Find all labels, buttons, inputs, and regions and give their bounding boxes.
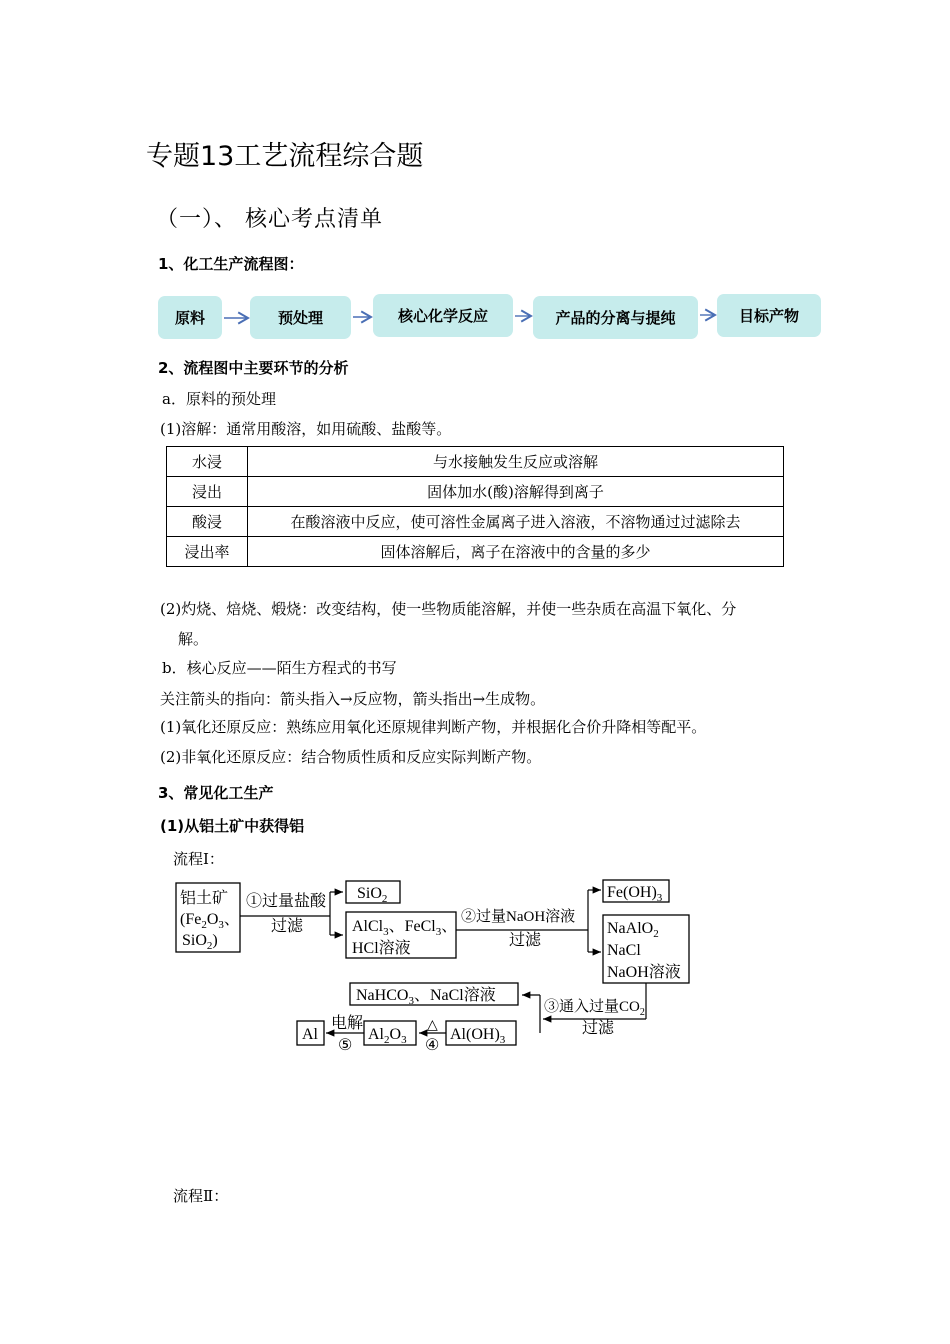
step3-filter: 过滤 [582,1020,615,1037]
step5-num: ⑤ [338,1037,353,1054]
al2o3-label: $Al_2O_3$ [368,1026,407,1046]
table-cell: 在酸溶液中反应，使可溶性金属离子进入溶液，不溶物通过过滤除去 [248,507,784,537]
para-dissolve: (1)溶解：通常用酸溶，如用硫酸、盐酸等。 [160,420,452,438]
sio2-label: SiO$_2$ [357,885,388,905]
flow-box-core-reaction: 核心化学反应 [373,294,513,337]
step4-heat: △ [427,1018,438,1033]
al-label: Al [302,1026,318,1043]
subheading-aluminum: (1)从铝土矿中获得铝 [160,817,305,835]
para-arrows: 关注箭头的指向：箭头指入→反应物，箭头指出→生成物。 [160,690,546,708]
step5-electrolysis: 电解 [331,1015,364,1032]
table-cell: 浸出 [167,477,248,507]
item-b: b．核心反应——陌生方程式的书写 [162,659,397,677]
heading-production: 3、常见化工生产 [158,784,274,802]
nahco3-label: NaHCO$_3$、NaCl溶液 [356,987,496,1007]
page-title: 专题13工艺流程综合题 [146,141,424,172]
section-heading: （一）、 核心考点清单 [156,207,383,232]
heading-analysis: 2、流程图中主要环节的分析 [158,359,349,377]
step1-filter: 过滤 [271,918,304,935]
naalo2-label: NaAlO$_2$ [607,920,659,940]
nacl-label: NaCl [607,942,641,959]
step2-filter: 过滤 [509,932,542,949]
flow2-label: 流程Ⅱ： [173,1187,229,1205]
step2-reagent: ②过量NaOH溶液 [461,909,576,925]
flow-box-separation: 产品的分离与提纯 [533,296,698,339]
naoh-solution: NaOH溶液 [607,964,681,981]
flow-box-raw-material: 原料 [158,296,222,339]
aloh3-label: $Al(OH)_3$ [450,1026,506,1046]
flow1-label: 流程Ⅰ： [173,850,224,868]
table-cell: 固体加水(酸)溶解得到离子 [248,477,784,507]
heading-flowchart: 1、化工生产流程图： [158,255,304,273]
table-cell: 酸浸 [167,507,248,537]
step1-reagent: ①过量盐酸 [246,893,327,910]
para-nonredox: (2)非氧化还原反应：结合物质性质和反应实际判断产物。 [160,748,542,766]
item-a: a．原料的预处理 [162,390,276,408]
table-cell: 固体溶解后，离子在溶液中的含量的多少 [248,537,784,567]
hcl-solution: HCl溶液 [352,940,411,957]
ore-label: 铝土矿 [180,890,229,907]
table-cell: 水浸 [167,447,248,477]
feoh3-label: $Fe(OH)_3$ [607,884,663,904]
flow-box-pretreatment: 预处理 [250,296,351,339]
table-cell: 与水接触发生反应或溶解 [248,447,784,477]
flow-box-target-product: 目标产物 [717,294,821,337]
para-roasting: (2)灼烧、焙烧、煅烧：改变结构，使一些物质能溶解，并使一些杂质在高温下氧化、分 [160,600,737,618]
step4-num: ④ [425,1037,440,1054]
para-roasting-cont: 解。 [178,630,209,648]
para-redox: (1)氧化还原反应：熟练应用氧化还原规律判断产物，并根据化合价升降相等配平。 [160,718,707,736]
table-cell: 浸出率 [167,537,248,567]
chlorides-label: AlCl$_3$、FeCl$_3$、 [352,918,458,938]
ore-formula-2: SiO$_2$) [182,932,218,952]
ore-formula: ($Fe_2O_3$、 [180,911,240,931]
step3-reagent: ③通入过量$CO_2$ [544,999,645,1018]
